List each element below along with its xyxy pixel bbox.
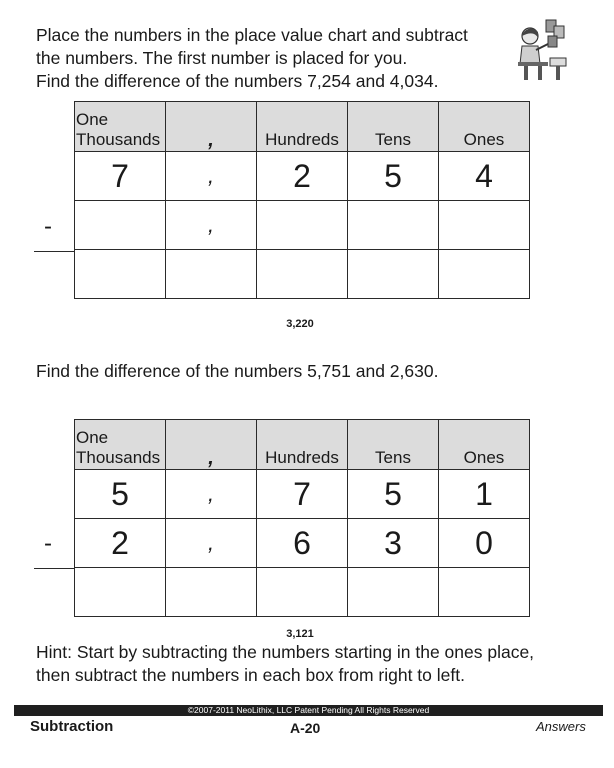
hint-line-1: Hint: Start by subtracting the numbers starting in the ones place, bbox=[36, 642, 535, 662]
cell-thousands[interactable]: 7 bbox=[75, 152, 166, 201]
header-thousands: One Thousands bbox=[75, 102, 166, 152]
cell-hundreds[interactable] bbox=[257, 250, 348, 299]
cell-ones[interactable]: 0 bbox=[439, 519, 530, 568]
cell-thousands[interactable] bbox=[75, 568, 166, 617]
header-row bbox=[75, 420, 530, 470]
header-thousands: One Thousands bbox=[75, 420, 166, 470]
answer-text: 3,121 bbox=[286, 628, 314, 640]
cell-hundreds[interactable]: 6 bbox=[257, 519, 348, 568]
cell-tens[interactable] bbox=[348, 568, 439, 617]
page-number: A-20 bbox=[290, 720, 321, 736]
instruction-line-2: the numbers. The first number is placed for you. bbox=[36, 48, 408, 68]
header-comma: , bbox=[166, 420, 257, 470]
cell-tens[interactable] bbox=[348, 250, 439, 299]
cell-comma: , bbox=[166, 470, 257, 519]
cell-comma: , bbox=[166, 519, 257, 568]
cell-hundreds[interactable] bbox=[257, 568, 348, 617]
cell-thousands[interactable] bbox=[75, 250, 166, 299]
cell-thousands[interactable] bbox=[75, 201, 166, 250]
cell-thousands[interactable]: 2 bbox=[75, 519, 166, 568]
table-row-first-number bbox=[75, 470, 530, 519]
header-hundreds: Hundreds bbox=[257, 420, 348, 470]
instruction-line-3: Find the difference of the numbers 7,254 and 4,034. bbox=[36, 71, 439, 91]
place-value-chart-2 bbox=[74, 419, 530, 617]
answer-text: 3,220 bbox=[286, 318, 314, 330]
cell-ones[interactable] bbox=[439, 568, 530, 617]
cell-comma[interactable] bbox=[166, 250, 257, 299]
cell-tens[interactable]: 5 bbox=[348, 470, 439, 519]
subtraction-line bbox=[34, 251, 74, 252]
cell-ones[interactable] bbox=[439, 250, 530, 299]
header-tens: Tens bbox=[348, 420, 439, 470]
cell-tens[interactable]: 5 bbox=[348, 152, 439, 201]
cell-comma: , bbox=[166, 152, 257, 201]
header-comma: , bbox=[166, 102, 257, 152]
copyright-bar: ©2007-2011 NeoLithix, LLC Patent Pending All Rights Reserved bbox=[14, 705, 603, 716]
cell-hundreds[interactable]: 2 bbox=[257, 152, 348, 201]
instructions bbox=[36, 24, 506, 93]
minus-sign: - bbox=[44, 530, 52, 557]
header-row bbox=[75, 102, 530, 152]
table-row-second-number bbox=[75, 519, 530, 568]
subtraction-line bbox=[34, 568, 74, 569]
cell-tens[interactable] bbox=[348, 201, 439, 250]
student-with-numbers-icon bbox=[510, 18, 570, 82]
table-row-second-number bbox=[75, 201, 530, 250]
header-hundreds: Hundreds bbox=[257, 102, 348, 152]
header-ones: Ones bbox=[439, 102, 530, 152]
cell-ones[interactable]: 4 bbox=[439, 152, 530, 201]
hint-text bbox=[36, 641, 596, 687]
cell-ones[interactable]: 1 bbox=[439, 470, 530, 519]
footer-subject: Subtraction bbox=[30, 718, 114, 735]
cell-thousands[interactable]: 5 bbox=[75, 470, 166, 519]
instruction-line-1: Place the numbers in the place value chart and subtract bbox=[36, 25, 468, 45]
place-value-chart-1 bbox=[74, 101, 530, 299]
cell-comma: , bbox=[166, 201, 257, 250]
question-2: Find the difference of the numbers 5,751 and 2,630. bbox=[36, 361, 439, 381]
table-row-first-number bbox=[75, 152, 530, 201]
footer-answers-label: Answers bbox=[536, 719, 586, 734]
table-row-answer bbox=[75, 568, 530, 617]
cell-ones[interactable] bbox=[439, 201, 530, 250]
header-ones: Ones bbox=[439, 420, 530, 470]
header-tens: Tens bbox=[348, 102, 439, 152]
table-row-answer bbox=[75, 250, 530, 299]
cell-hundreds[interactable]: 7 bbox=[257, 470, 348, 519]
cell-comma[interactable] bbox=[166, 568, 257, 617]
cell-tens[interactable]: 3 bbox=[348, 519, 439, 568]
cell-hundreds[interactable] bbox=[257, 201, 348, 250]
hint-line-2: then subtract the numbers in each box from right to left. bbox=[36, 665, 465, 685]
minus-sign: - bbox=[44, 213, 52, 240]
